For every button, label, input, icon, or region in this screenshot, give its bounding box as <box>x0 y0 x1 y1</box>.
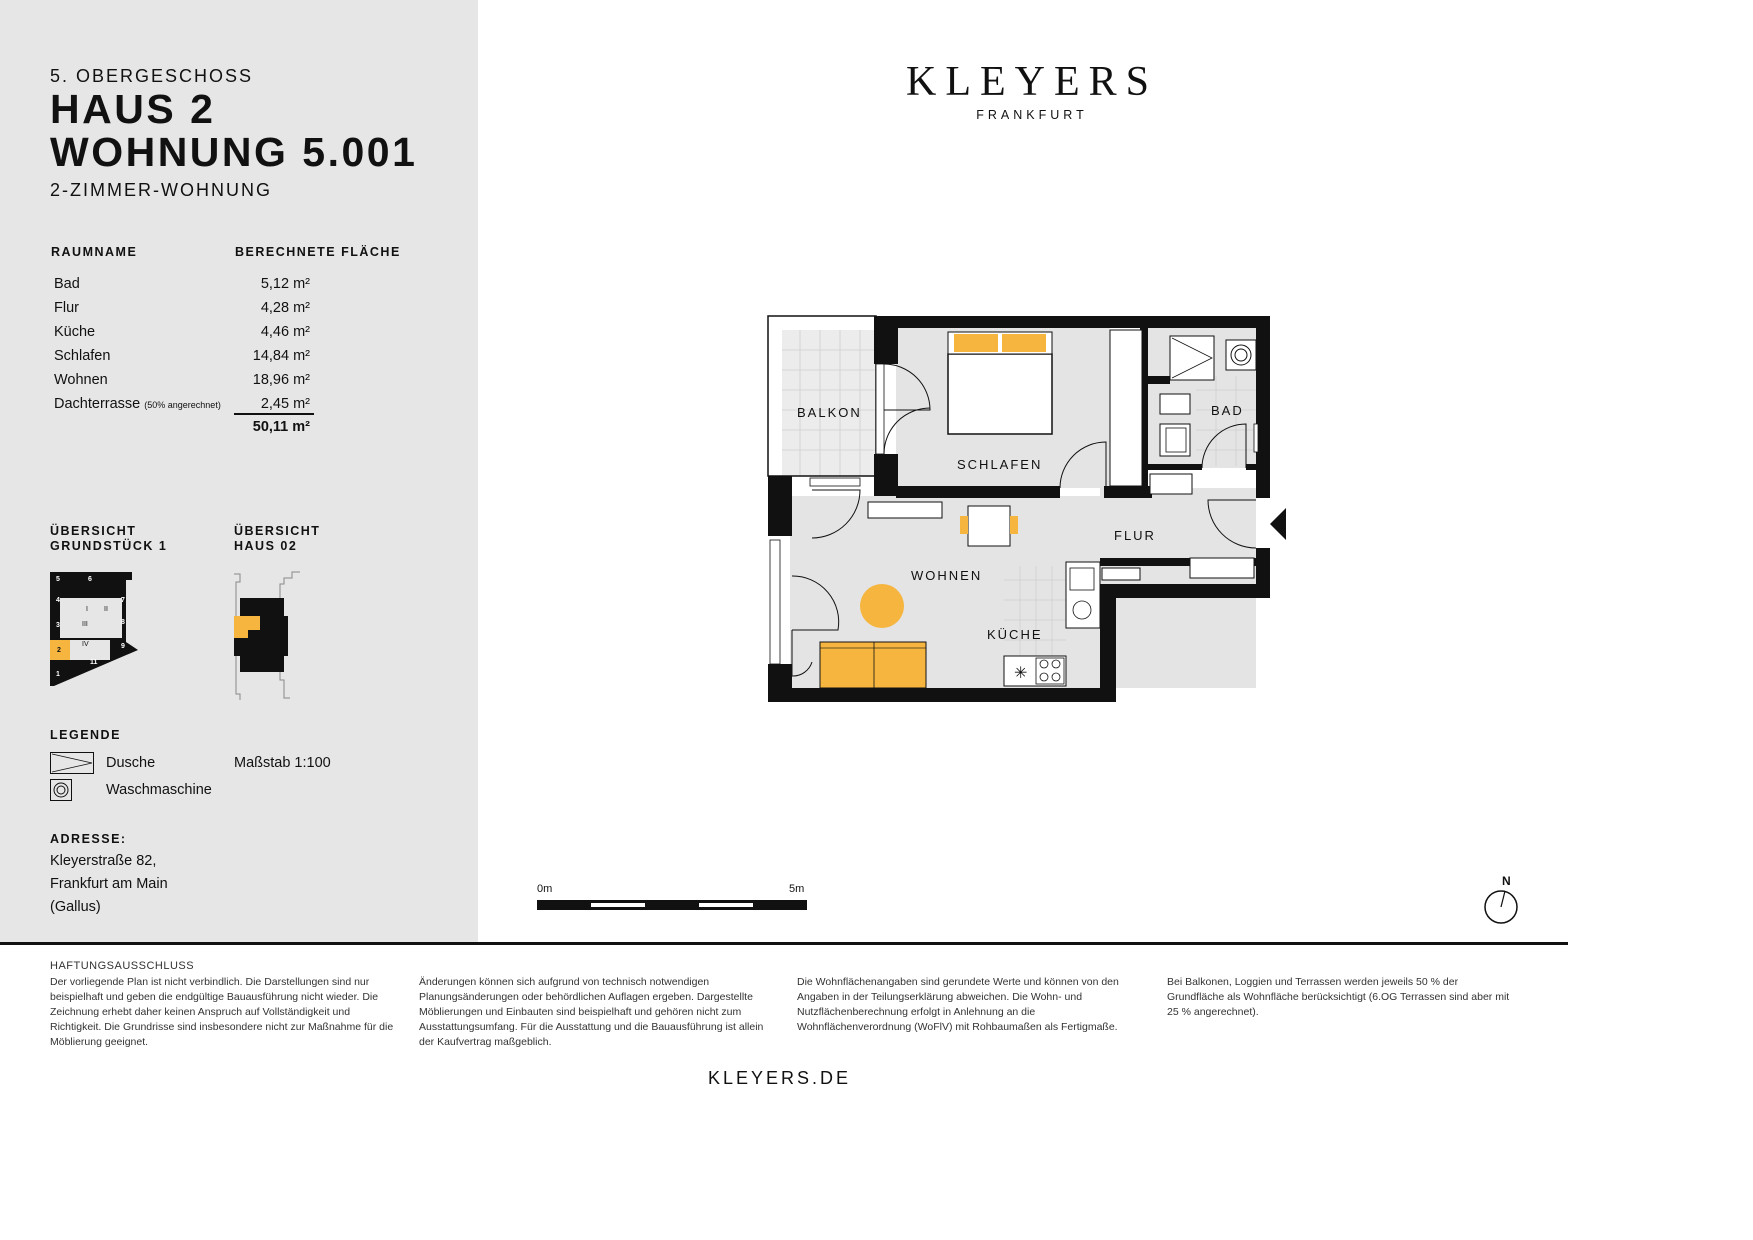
house-title: HAUS 2 <box>50 86 216 132</box>
room-note: (50% angerechnet) <box>144 400 221 410</box>
hall-floor <box>1100 488 1256 558</box>
legend-washer-label: Waschmaschine <box>106 782 212 798</box>
plot-building-number: I <box>86 606 88 613</box>
plot-number: 1 <box>56 671 60 678</box>
address-line: Frankfurt am Main <box>50 876 168 892</box>
scale-ratio: Maßstab 1:100 <box>234 755 331 771</box>
hall-bench <box>1190 558 1254 578</box>
hall-cabinet <box>1150 474 1192 494</box>
address-heading: ADRESSE: <box>50 832 127 846</box>
website-link[interactable]: KLEYERS.DE <box>708 1068 852 1088</box>
room-label-wohnen: WOHNEN <box>911 568 983 583</box>
disclaimer-text: Bei Balkonen, Loggien und Terrassen werden jeweils 50 % der Grundfläche als Wohnfläche berücksichtigt (6.OG Terrassen sind aber mit 25 % angerechnet). <box>1167 976 1510 1018</box>
entrance-arrow-icon <box>1270 508 1286 540</box>
plot-number: 6 <box>88 576 92 583</box>
area-column-header: BERECHNETE FLÄCHE <box>235 245 401 259</box>
shower <box>1170 336 1214 380</box>
room-name: Flur <box>54 300 79 316</box>
scale-start-label: 0m <box>537 883 553 895</box>
sofa <box>820 642 926 688</box>
room-area: 2,45 m² <box>260 396 310 412</box>
brand-logo: KLEYERS <box>906 59 1158 105</box>
room-count-label: 2-ZIMMER-WOHNUNG <box>50 180 272 200</box>
plot-building-number: IV <box>82 641 89 648</box>
unit-title: WOHNUNG 5.001 <box>50 129 418 175</box>
room-area: 4,46 m² <box>260 324 310 340</box>
north-label: N <box>1502 874 1511 888</box>
plot-building-number: II <box>104 606 108 613</box>
plot-overview-heading-line1: ÜBERSICHT <box>50 524 137 538</box>
footer-divider <box>0 942 1568 945</box>
scale-bar <box>537 900 807 910</box>
address-line: (Gallus) <box>50 899 101 915</box>
room-name: Wohnen <box>54 372 108 388</box>
room-label-flur: FLUR <box>1114 528 1156 543</box>
plot-overview-heading-line2: GRUNDSTÜCK 1 <box>50 539 168 553</box>
pillow <box>1002 334 1046 352</box>
legend-heading: LEGENDE <box>50 728 121 742</box>
disclaimer-text: Die Wohnflächenangaben sind gerundete Werte und können von den Angaben in der Teilungserklärung abweichen. Die Wohn- und Nutzflächenberechnung erfolgt in Anlehnung an die Wohnflächenverordnung (WoFlV) mit Rohbaumaßen als Fertigmaße. <box>797 976 1119 1033</box>
room-area: 18,96 m² <box>252 372 310 388</box>
plot-number: 4 <box>56 597 60 604</box>
room-name: Küche <box>54 324 96 340</box>
floor-label: 5. OBERGESCHOSS <box>50 66 254 86</box>
total-area: 50,11 m² <box>252 419 310 435</box>
coffee-table <box>860 584 904 628</box>
room-name: Bad <box>54 276 80 292</box>
balcony-floor <box>782 330 876 476</box>
plot-building-number: III <box>82 621 88 628</box>
room-name-column-header: RAUMNAME <box>51 245 138 259</box>
house-overview-heading-line1: ÜBERSICHT <box>234 524 321 538</box>
room-label-kueche: KÜCHE <box>987 627 1043 642</box>
room-area: 5,12 m² <box>260 276 310 292</box>
wardrobe <box>1110 330 1142 486</box>
address-line: Kleyerstraße 82, <box>50 853 157 869</box>
plot-number: 2 <box>57 647 61 654</box>
disclaimer-text: Änderungen können sich aufgrund von technisch notwendigen Planungsänderungen oder behördlichen Auflagen ergeben. Dargestellte Möblierungen und Einbauten sind beispielhaft und gehören nicht zum Ausstattungsumfang. Für die Ausstattung und die Bauausführung ist allein der Kaufvertrag maßgeblich. <box>419 976 764 1048</box>
plot-number: 5 <box>56 576 60 583</box>
room-label-bad: BAD <box>1211 403 1244 418</box>
dining-table <box>968 506 1010 546</box>
house-overview-heading-line2: HAUS 02 <box>234 539 298 553</box>
kitchen-counter <box>1066 562 1100 628</box>
disclaimer-text: Der vorliegende Plan ist nicht verbindlich. Die Darstellungen sind nur beispielhaft und geben die endgültige Bauausführung nicht wieder. Die Zeichnung erhebt daher keinen Anspruch auf Vollständigkeit und Richtigkeit. Die Grundrisse sind insbesondere nicht zur Maßnahme für die Möblierung geeignet. <box>50 976 394 1048</box>
chair <box>1010 516 1018 534</box>
plot-number: 8 <box>121 619 125 626</box>
sideboard <box>868 502 942 518</box>
room-label-balkon: BALKON <box>797 405 862 420</box>
plot-number: 7 <box>121 597 125 604</box>
room-area: 14,84 m² <box>252 348 310 364</box>
toilet <box>1160 394 1190 414</box>
plot-number: 9 <box>121 643 125 650</box>
brand-city: FRANKFURT <box>976 108 1088 122</box>
room-area: 4,28 m² <box>260 300 310 316</box>
room-name-text: Dachterrasse <box>54 396 141 412</box>
washbasin <box>1160 424 1190 456</box>
extractor-icon: ✳ <box>1014 665 1028 682</box>
room-label-schlafen: SCHLAFEN <box>957 457 1043 472</box>
plot-number: 3 <box>56 622 60 629</box>
room-name: Schlafen <box>54 348 111 364</box>
chair <box>960 516 968 534</box>
plot-number: 11 <box>90 659 98 666</box>
legend-shower-label: Dusche <box>106 755 156 771</box>
disclaimer-heading: HAFTUNGSAUSSCHLUSS <box>50 960 195 972</box>
pillow <box>954 334 998 352</box>
bed <box>948 354 1052 434</box>
scale-end-label: 5m <box>789 883 805 895</box>
hall-shelf <box>1102 568 1140 580</box>
